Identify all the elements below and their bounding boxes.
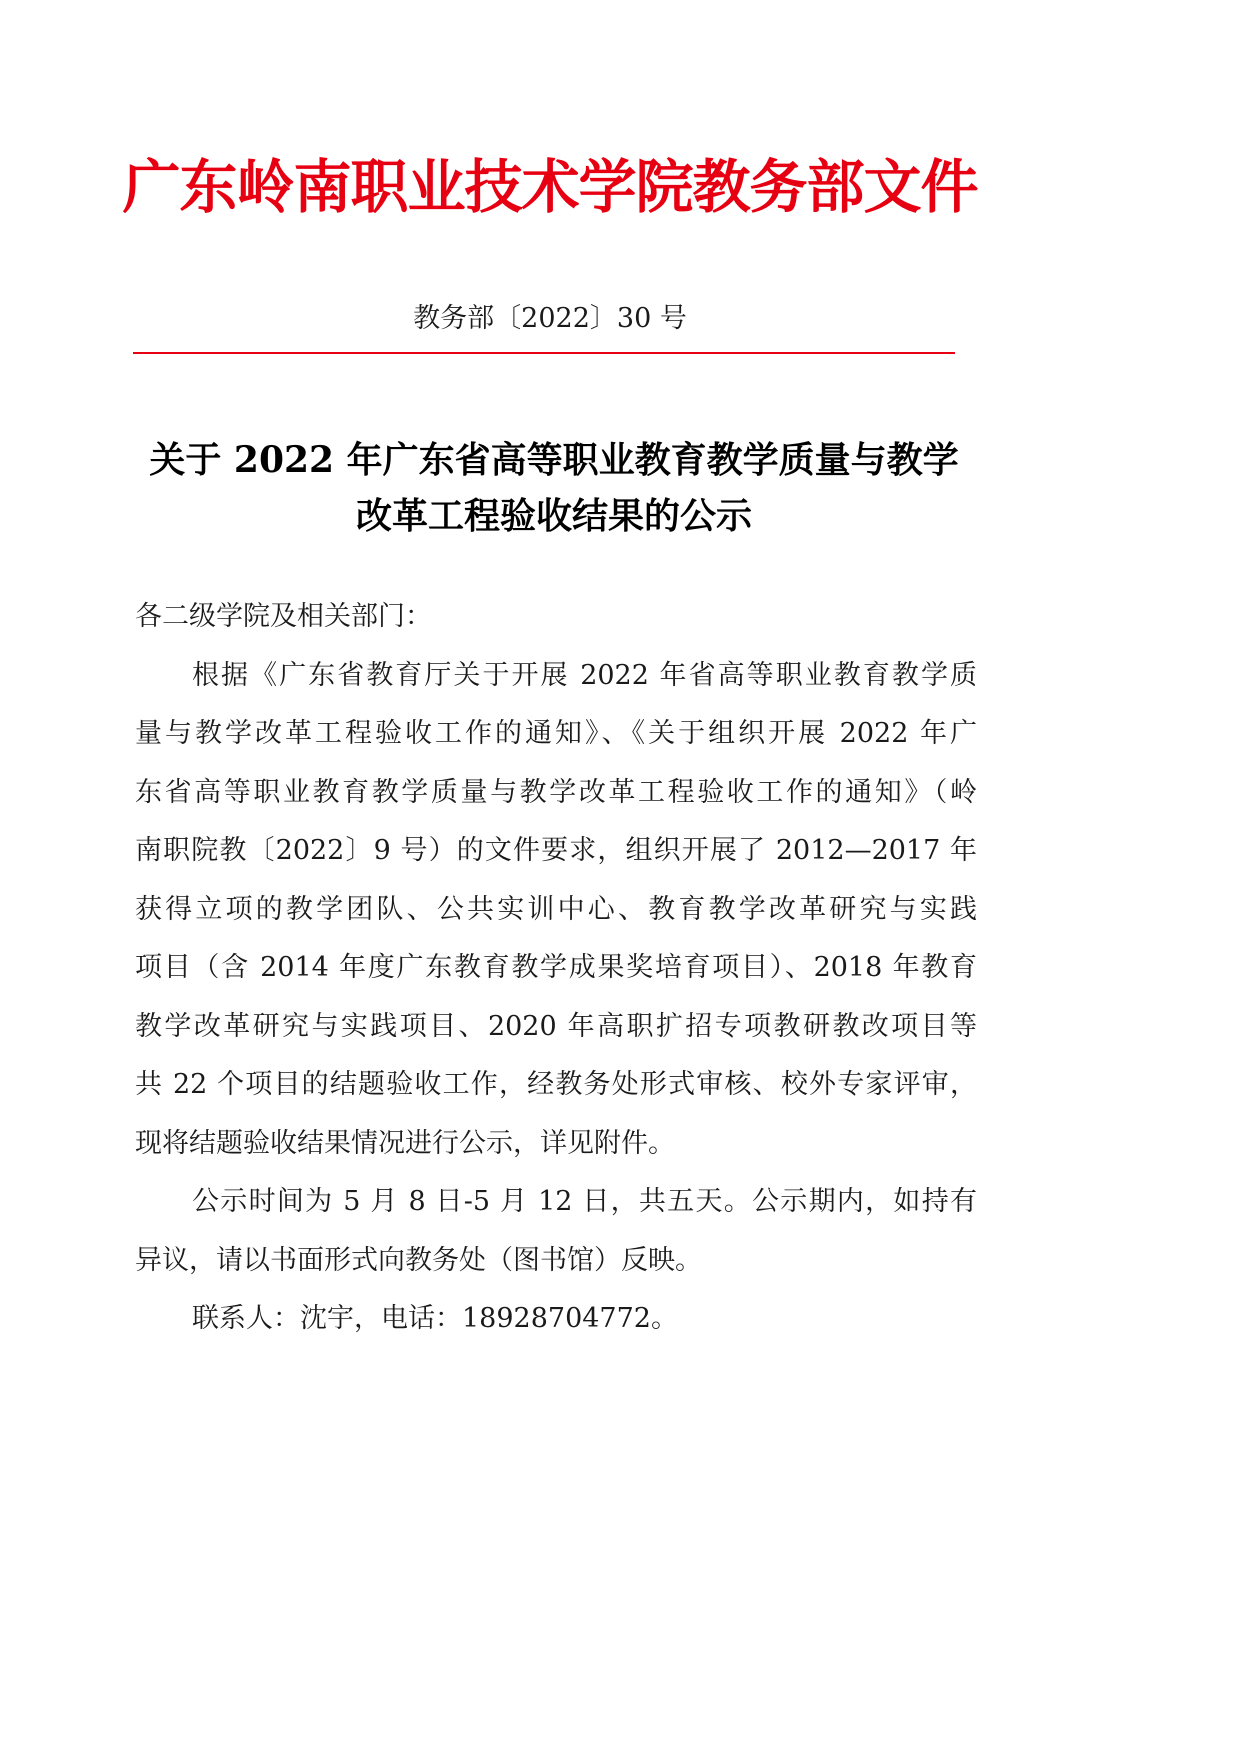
paragraph-2-line: 公示时间为 5 月 8 日-5 月 12 日，共五天。公示期内，如持有 — [192, 1186, 977, 1217]
contact-info: 联系人：沈宇，电话：18928704772。 — [192, 1303, 678, 1334]
document-number: 教务部〔2022〕30 号 — [413, 303, 687, 334]
paragraph-1-line: 教学改革研究与实践项目、2020 年高职扩招专项教研教改项目等 — [135, 1010, 977, 1042]
issuing-authority-header: 广东岭南职业技术学院教务部文件 — [122, 153, 978, 221]
paragraph-1-line: 东省高等职业教育教学质量与教学改革工程验收工作的通知》（岭 — [135, 776, 977, 808]
paragraph-1-line: 共 22 个项目的结题验收工作，经教务处形式审核、校外专家评审， — [135, 1069, 977, 1100]
salutation: 各二级学院及相关部门： — [135, 601, 432, 632]
notice-title-line-2: 改革工程验收结果的公示 — [355, 495, 752, 537]
paragraph-2-line: 异议，请以书面形式向教务处（图书馆）反映。 — [135, 1244, 702, 1276]
paragraph-1-line: 获得立项的教学团队、公共实训中心、教育教学改革研究与实践 — [135, 893, 977, 925]
paragraph-1-line: 南职院教〔2022〕9 号）的文件要求，组织开展了 2012—2017 年 — [135, 835, 977, 866]
paragraph-1-line: 现将结题验收结果情况进行公示，详见附件。 — [135, 1127, 675, 1159]
notice-body — [135, 594, 977, 1355]
paragraph-1-line: 项目（含 2014 年度广东教育教学成果奖培育项目）、2018 年教育 — [135, 952, 977, 983]
notice-title-line-1: 关于 2022 年广东省高等职业教育教学质量与教学 — [149, 439, 959, 481]
red-separator-line — [133, 352, 955, 354]
paragraph-1-line: 根据《广东省教育厅关于开展 2022 年省高等职业教育教学质 — [192, 659, 977, 691]
paragraph-1-line: 量与教学改革工程验收工作的通知》、《关于组织开展 2022 年广 — [135, 718, 977, 749]
notice-title — [133, 432, 975, 544]
